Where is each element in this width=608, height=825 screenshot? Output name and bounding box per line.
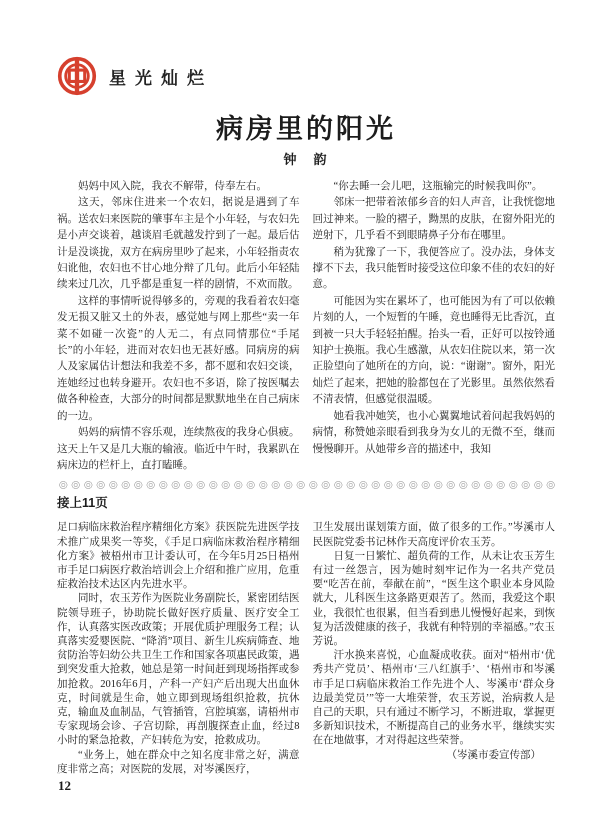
paragraph: 日复一日繁忙、超负荷的工作，从未让农玉芳生有过一丝怨言，因为她时刻牢记作为一名共产党员要“吃苦在前，奉献在前”，“医生这个职业本身风险就大，儿科医生这条路更艰苦了。然而，我爱这个职业，我很忙也很累，但当看到患儿慢慢好起来，到恢复为活泼健康的孩子，我就有种特别的幸福感。”农玉芳说。: [312, 550, 555, 647]
scroll-border-ornament: [57, 479, 555, 491]
paragraph: 妈妈中风入院，我衣不解带，侍奉左右。: [78, 181, 267, 192]
paragraph: 稍为犹豫了一下，我便答应了。没办法，身体支撑不下去，我只能暂时接受这位印象不佳的农妇的好意。: [312, 246, 555, 291]
paragraph: 妈妈的病情不容乐观，连续熬夜的我身心俱疲。这天上午又是几大瓶的输液。临近中午时，我累趴在病床边的栏杆上，直打瞌睡。: [57, 427, 300, 471]
continued-from-page-label: 接上11页: [57, 496, 108, 511]
paragraph: 卫生发展出谋划策方面，做了很多的工作。”岑溪市人民医院党委书记林作天高度评价农玉芳。: [312, 522, 555, 548]
article-right-column: [313, 179, 556, 474]
masthead: [57, 56, 555, 96]
paragraph: 同时，农玉芳作为医院业务副院长，紧密团结医院领导班子，协助院长做好医疗质量、医疗安全工作，认真落实医改政策；开展优质护理服务工程；认真落实爱婴医院、“降消”项目、新生儿疾病筛查、地贫防治等妇幼公共卫生工作和国家各项惠民政策，遇到突发重大抢救，她总是第一时间赶到现场指挥或参加抢救。2016年6月，产科一产妇产后出现大出血休克，时间就是生命，她立即到现场组织抢救，抗休克，输血及血制品，气管插管，宫腔填塞，请梧州市专家现场会诊、子宫切除，再剖腹探查止血，经过8小时的紧急抢救，产妇转危为安，抢救成功。: [57, 593, 300, 747]
continued-left-column: [57, 521, 300, 777]
paragraph: 足口病临床救治程序精细化方案》获医院先进医学技术推广成果奖一等奖，《手足口病临床救治程序精细化方案》被梧州市卫计委认可，在今年5月25日梧州市手足口病医疗救治培训会上介绍和推广应用，危重症救治技术达区内先进水平。: [57, 522, 300, 591]
paragraph: 她看我冲她笑，也小心翼翼地试着问起我妈妈的病情，称赞她亲眼看到我身为女儿的无微不至，继而慢慢聊开。从她带乡音的描述中，我知: [312, 410, 555, 455]
article-byline: （岑溪市委宣传部）: [446, 749, 541, 761]
paragraph: “业务上，她在群众中之知名度非常之好，满意度非常之高；对医院的发展，对岑溪医疗，: [57, 749, 300, 775]
paragraph: 邻床一把带着浓郁乡音的妇人声音，让我恍惚地回过神来。一脸的褶子，黝黑的皮肤，在窗外阳光的逆射下，几乎看不到眼睛鼻子分布在哪里。: [312, 197, 555, 242]
page-number: 12: [58, 778, 71, 793]
continued-right-column: [313, 521, 556, 777]
continued-article-columns: [57, 521, 555, 777]
article-ward-sunshine: [57, 112, 555, 474]
article-author: 钟 韵: [283, 152, 329, 167]
continued-article: [57, 493, 555, 777]
paragraph: “你去睡一会儿吧，这瓶输完的时候我叫你”。: [333, 181, 543, 192]
article-title: 病房里的阳光: [216, 114, 396, 144]
paragraph: 汗水换来喜悦，心血凝成收获。面对“梧州市‘优秀共产党员’、梧州市‘三八红旗手’、‘梧州市和岑溪市手足口病临床救治工作先进个人、岑溪市‘群众身边最美党员’”等一大堆荣誉，农玉芳说，治病救人是自己的天职，只有通过不断学习，不断进取，掌握更多新知识技术，不断提高自己的业务水平，继续实实在在地做事，才对得起这些荣誉。: [312, 650, 555, 747]
article-columns: [57, 179, 555, 474]
paragraph: 这天，邻床住进来一个农妇，据说是遇到了车祸。送农妇来医院的肇事车主是个小年轻，与农妇先是小声交谈着，越谈眉毛就越发拧到了一起。最后估计是没谈拢，双方在病房里吵了起来，小年轻指责农妇讹他，农妇也不甘心地分辩了几句。此后小年轻陆续来过几次，几乎都是重复一样的剧情，不欢而散。: [57, 197, 300, 291]
trade-union-emblem-icon: [57, 56, 97, 96]
paragraph: 可能因为实在累坏了，也可能因为有了可以依赖片刻的人，一个短暂的午睡，竟也睡得无比香沉，直到被一只大手轻轻拍醒。抬头一看，正好可以按铃通知护士换瓶。我心生感激，从农妇住院以来，第一次正脸望向了她所在的方向，说：“谢谢”。窗外，阳光灿烂了起来，把她的脸都包在了光影里。虽然依然看不清表情，但感觉很温暖。: [312, 295, 555, 406]
masthead-title: 星光灿烂: [109, 68, 213, 88]
page-content: [57, 56, 555, 777]
article-left-column: [57, 179, 300, 474]
paragraph: 这样的事情听说得够多的，旁观的我看着农妇毫发无损又脏又土的外表，感觉她与网上那些“卖一年菜不如碰一次瓷”的人无二，有点同情那位“手尾长”的小年轻，进而对农妇也无甚好感。同病房的病人及家属估计想法和我差不多，都不愿和农妇交谈，连她经过也转身避开。农妇也不多语，除了按医嘱去做各种检查，大部分的时间都是默默地坐在自己病床的一边。: [57, 295, 300, 422]
